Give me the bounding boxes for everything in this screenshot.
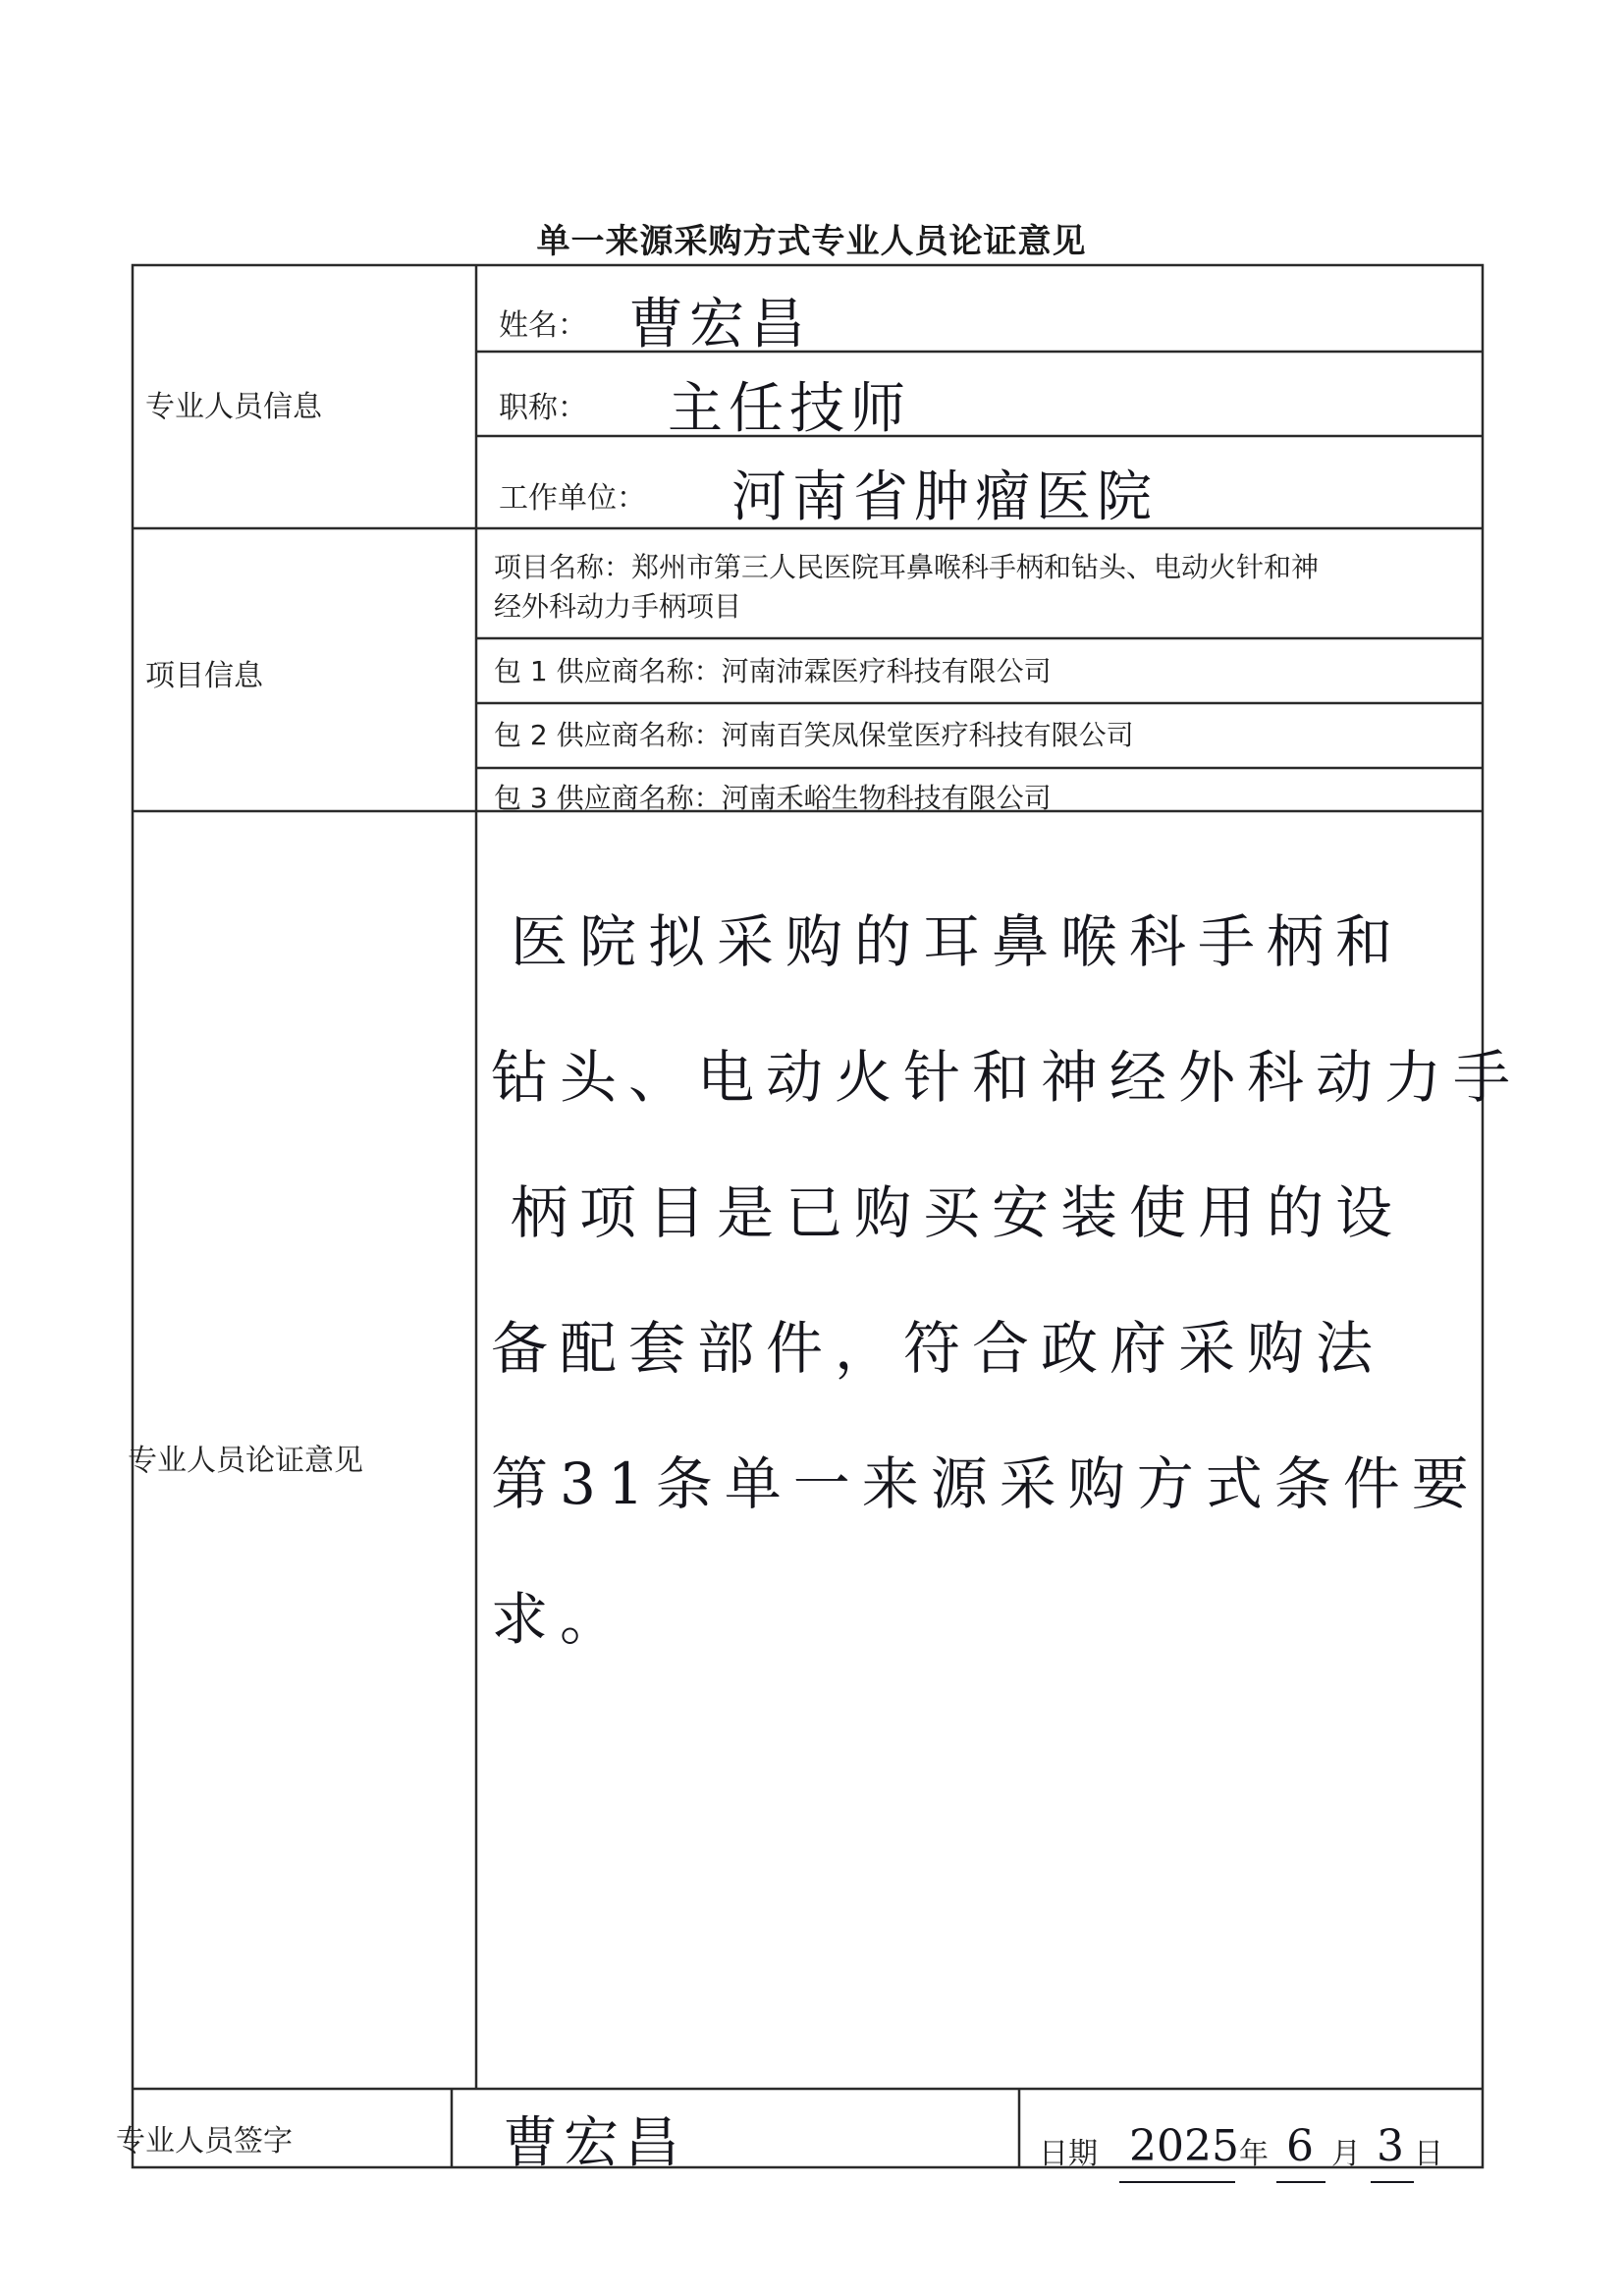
signature-handwritten: 曹宏昌 <box>503 2111 685 2175</box>
document-title: 单一来源采购方式专业人员论证意见 <box>536 222 1087 261</box>
date-day: 3 <box>1377 2121 1404 2171</box>
opinion-line: 求。 <box>491 1586 629 1653</box>
section-label-signature: 专业人员签字 <box>116 2124 293 2159</box>
job-title-label: 职称： <box>499 391 587 425</box>
package3-supplier: 包 3 供应商名称：河南禾峪生物科技有限公司 <box>494 782 1052 814</box>
job-title-handwritten: 主任技师 <box>668 377 911 441</box>
package1-supplier: 包 1 供应商名称：河南沛霖医疗科技有限公司 <box>494 655 1052 687</box>
project-name-line2: 经外科动力手柄项目 <box>494 590 742 623</box>
date-year-unit: 年 <box>1239 2137 1269 2171</box>
opinion-line: 医院拟采购的耳鼻喉科手柄和 <box>511 908 1405 975</box>
section-label-opinion: 专业人员论证意见 <box>128 1444 363 1478</box>
opinion-line: 钻头、电动火针和神经外科动力手 <box>491 1044 1523 1111</box>
section-label-project-info: 项目信息 <box>145 659 263 693</box>
date-month-unit: 月 <box>1331 2137 1361 2171</box>
date-label: 日期 <box>1039 2137 1098 2171</box>
opinion-line: 备配套部件，符合政府采购法 <box>491 1315 1385 1382</box>
date-month: 6 <box>1286 2121 1314 2171</box>
employer-handwritten: 河南省肿瘤医院 <box>731 465 1158 529</box>
name-label: 姓名： <box>499 308 587 343</box>
section-label-personnel-info: 专业人员信息 <box>145 390 322 424</box>
project-name-line1: 项目名称：郑州市第三人民医院耳鼻喉科手柄和钻头、电动火针和神 <box>494 551 1320 583</box>
opinion-line: 第31条单一来源采购方式条件要 <box>491 1450 1481 1517</box>
package2-supplier: 包 2 供应商名称：河南百笑凤保堂医疗科技有限公司 <box>494 719 1134 751</box>
employer-label: 工作单位： <box>499 481 646 516</box>
date-year: 2025 <box>1129 2121 1239 2171</box>
date-day-unit: 日 <box>1414 2137 1443 2171</box>
name-handwritten: 曹宏昌 <box>628 293 811 356</box>
opinion-line: 柄项目是已购买安装使用的设 <box>511 1179 1405 1246</box>
